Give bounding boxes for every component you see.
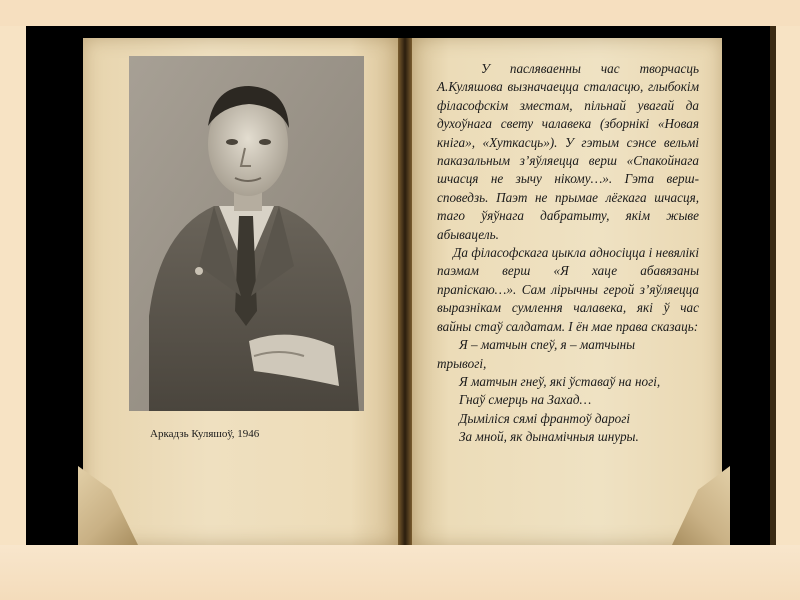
top-band — [0, 0, 800, 26]
poem-quote — [437, 336, 699, 446]
paragraph-1: У пасляваенны час творчасць А.Куляшова вызначаецца сталасцю, глыбокім філасофскім зместам, пільнай увагай да духоўнага свету чалавека (зборнікі «Новая кніга», «Хуткасць»). У гэтым сэнсе вельмі паказальным з’яўляецца верш «Спакойнага шчасця не зычу нікому…». Гэта верш-споведзь. Паэт не прымае лёгкага шчасця, таго ўяўнага дабратыту, якім жыве абывацель. — [437, 61, 699, 242]
photo-caption: Аркадзь Куляшоў, 1946 — [150, 428, 260, 440]
poem-line-1-cont: трывогі, — [437, 355, 487, 371]
poem-line-3: Гнаў смерць на Захад… — [459, 392, 592, 408]
bottom-band — [0, 545, 800, 600]
book-spine — [398, 38, 412, 545]
poem-line-1: Я – матчын спеў, я – матчыны — [459, 337, 636, 353]
poem-line-2: Я матчын гнеў, які ўставаў на ногі, — [459, 373, 661, 389]
portrait-drawing — [129, 56, 364, 411]
poem-line-4: Дыміліся сямі франтоў дарогі — [459, 410, 631, 426]
article-text — [437, 60, 699, 447]
poem-line-5: За мной, як дынамічныя шнуры. — [459, 429, 639, 445]
paragraph-2: Да філасофскага цыкла адносіцца і невялікі паэмам верш «Я хаце абавязаны прапіскаю…». Сам лірычны герой з’яўляецца выразнікам сумлення чалавека, які ў час вайны стаў салдатам. І ён мае права сказаць: — [437, 245, 699, 334]
portrait-photo — [129, 56, 364, 411]
backdrop-edge — [770, 26, 776, 545]
